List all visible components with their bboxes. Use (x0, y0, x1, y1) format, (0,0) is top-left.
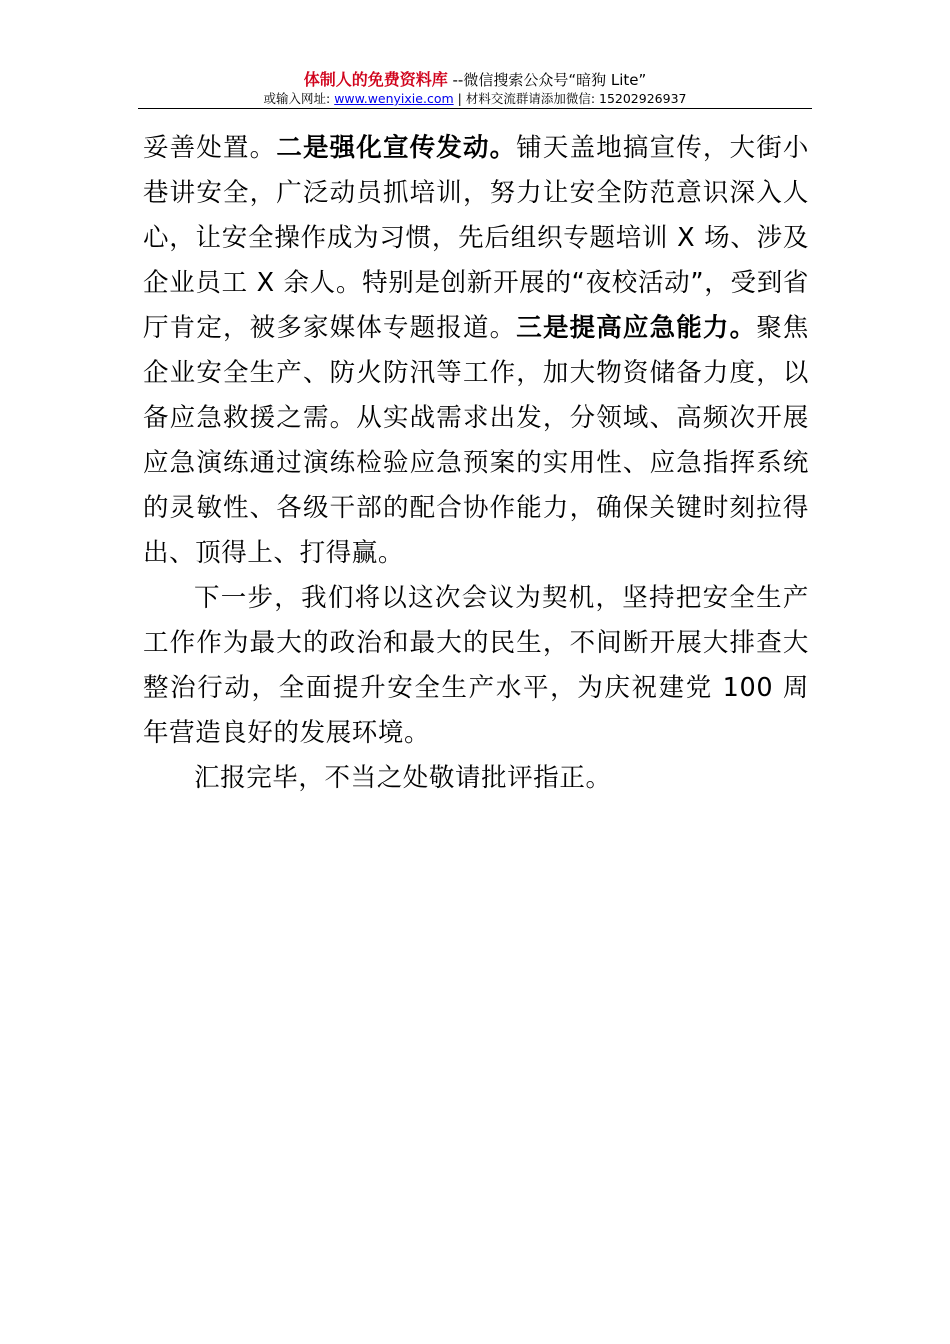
document-body (143, 126, 809, 801)
p1-heading-2: 二是强化宣传发动。 (276, 133, 517, 163)
header-url-prefix: 或输入网址: (263, 91, 335, 106)
paragraph-3: 汇报完毕，不当之处敬请批评指正。 (194, 763, 612, 793)
p1-text-1: 妥善处置。 (143, 133, 277, 163)
p1-text-2: 铺天盖地搞宣传，大街小巷讲安全，广泛动员抓培训，努力让安全防范意识深入人心，让安全操作成为习惯，先后组织专题培训 X 场、涉及企业员工 X 余人。特别是创新开展的“夜校活动”，受到省厅肯定，被多家媒体专题报道。 (143, 133, 809, 343)
header-separator: | (453, 91, 466, 106)
p1-heading-3: 三是提高应急能力。 (516, 313, 757, 343)
paragraph-1 (143, 126, 809, 576)
p1-text-3: 聚焦企业安全生产、防火防汛等工作，加大物资储备力度，以备应急救援之需。从实战需求出发，分领域、高频次开展应急演练通过演练检验应急预案的实用性、应急指挥系统的灵敏性、各级干部的配合协作能力，确保关键时刻拉得出、顶得上、打得赢。 (143, 313, 810, 568)
page-header (138, 70, 812, 108)
header-url-link[interactable]: www.wenyixie.com (334, 91, 454, 106)
header-contact: 材料交流群请添加微信: 15202926937 (465, 91, 687, 106)
header-line-1 (138, 70, 812, 90)
header-tagline: --微信搜索公众号“暗狗 Lite” (447, 71, 647, 89)
paragraph-2: 下一步，我们将以这次会议为契机，坚持把安全生产工作作为最大的政治和最大的民生，不间断开展大排查大整治行动，全面提升安全生产水平，为庆祝建党 100 周年营造良好的发展环境。 (143, 583, 809, 748)
header-brand: 体制人的免费资料库 (303, 70, 448, 89)
header-line-2 (138, 90, 812, 108)
header-divider (138, 108, 812, 109)
